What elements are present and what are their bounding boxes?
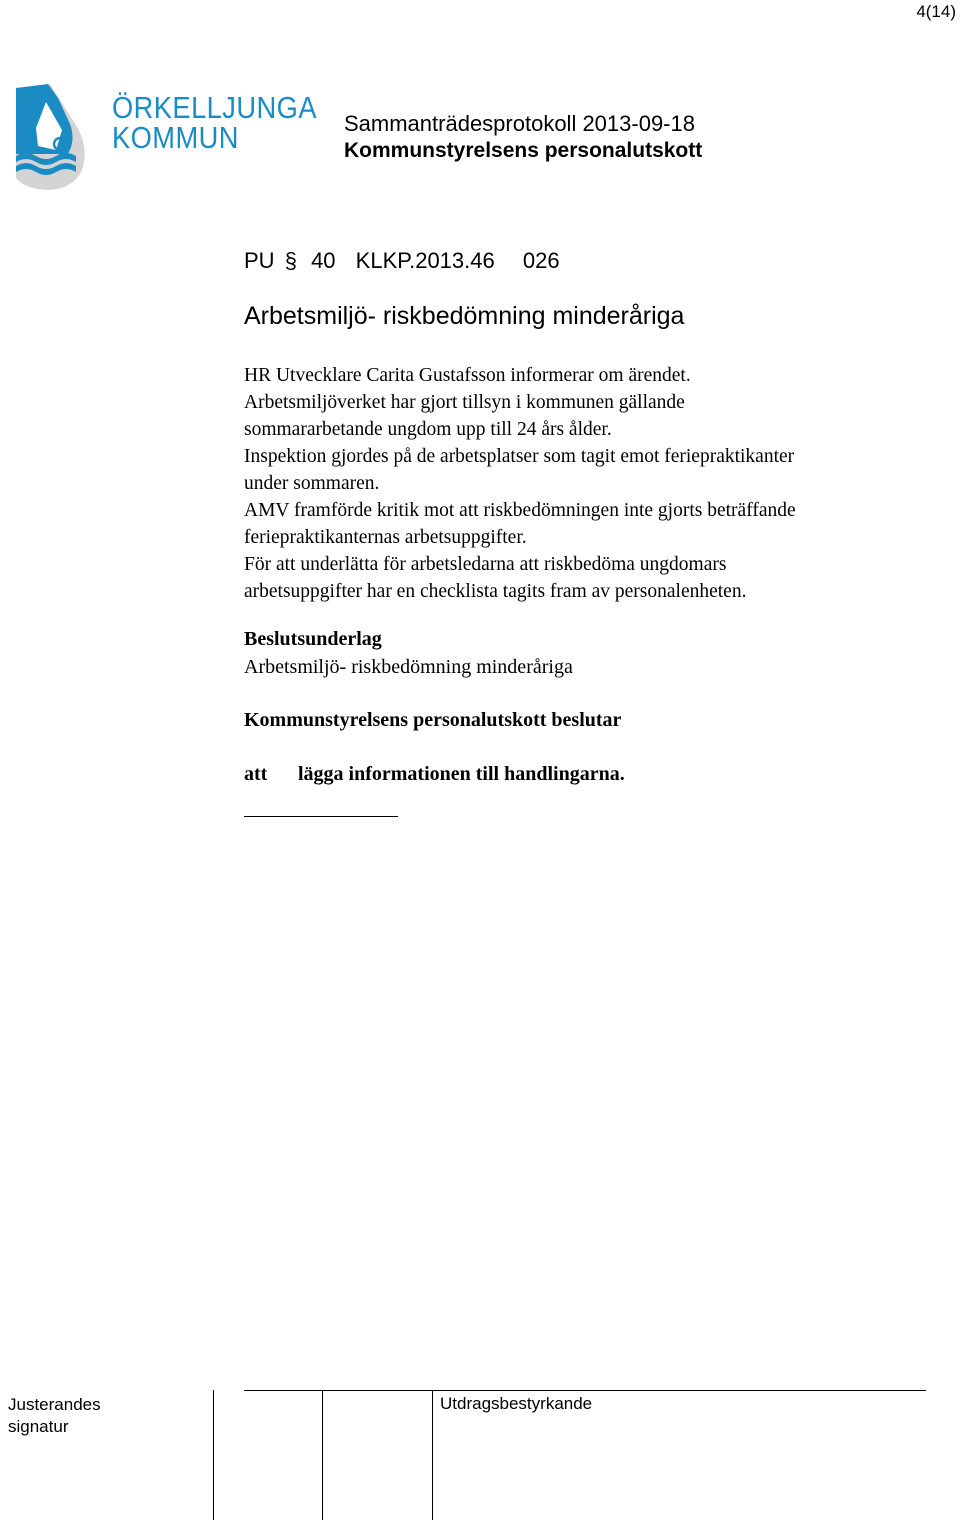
- body-line: Inspektion gjordes på de arbetsplatser som tagit emot feriepraktikanter: [244, 446, 795, 467]
- logo-text-line1: ÖRKELLJUNGA: [112, 90, 317, 125]
- body-line: under sommaren.: [244, 473, 380, 494]
- body-line: För att underlätta för arbetsledarna att riskbedöma ungdomars: [244, 554, 727, 575]
- municipality-logo-icon: [16, 84, 90, 192]
- body-line: feriepraktikanternas arbetsuppgifter.: [244, 527, 527, 548]
- header-subtitle: Kommunstyrelsens personalutskott: [344, 139, 703, 162]
- decision-underline: [244, 816, 398, 817]
- case-number: 40: [311, 248, 336, 273]
- case-code: 026: [522, 248, 560, 273]
- decision-text: lägga informationen till handlingarna.: [298, 763, 625, 785]
- utdragsbestyrkande-label: Utdragsbestyrkande: [440, 1394, 593, 1413]
- body-line: Arbetsmiljöverket har gjort tillsyn i kommunen gällande: [244, 392, 685, 413]
- body-line: HR Utvecklare Carita Gustafsson informerar om ärendet.: [244, 365, 691, 386]
- header-title: Sammanträdesprotokoll 2013-09-18: [344, 111, 695, 136]
- justerandes-signatur-label: [8, 1394, 101, 1438]
- case-line: [244, 248, 560, 274]
- body-line: AMV framförde kritik mot att riskbedömningen inte gjorts beträffande: [244, 500, 796, 521]
- decision-att: att: [244, 763, 268, 785]
- decision-heading: Kommunstyrelsens personalutskott beslutar: [244, 709, 622, 731]
- footer-top-line: [244, 1390, 926, 1391]
- case-reference: KLKP.2013.46: [355, 248, 495, 273]
- signature-box-divider: [322, 1390, 323, 1520]
- justerandes-label: Justerandes: [8, 1395, 101, 1414]
- body-line: sommararbetande ungdom upp till 24 års ålder.: [244, 419, 612, 440]
- signatur-label: signatur: [8, 1417, 69, 1436]
- page-number: 4(14): [916, 2, 956, 21]
- basis-heading: Beslutsunderlag: [244, 628, 382, 650]
- document-heading: Arbetsmiljö- riskbedömning minderåriga: [244, 302, 685, 330]
- section-sign: §: [284, 248, 297, 273]
- logo-text-line2: KOMMUN: [112, 120, 239, 155]
- body-text: [244, 362, 944, 605]
- signature-box-divider: [213, 1390, 214, 1520]
- body-line: arbetsuppgifter har en checklista tagits fram av personalenheten.: [244, 581, 747, 602]
- basis-item: Arbetsmiljö- riskbedömning minderåriga: [244, 656, 573, 678]
- case-prefix: PU: [244, 248, 275, 273]
- signature-box-divider: [432, 1390, 433, 1520]
